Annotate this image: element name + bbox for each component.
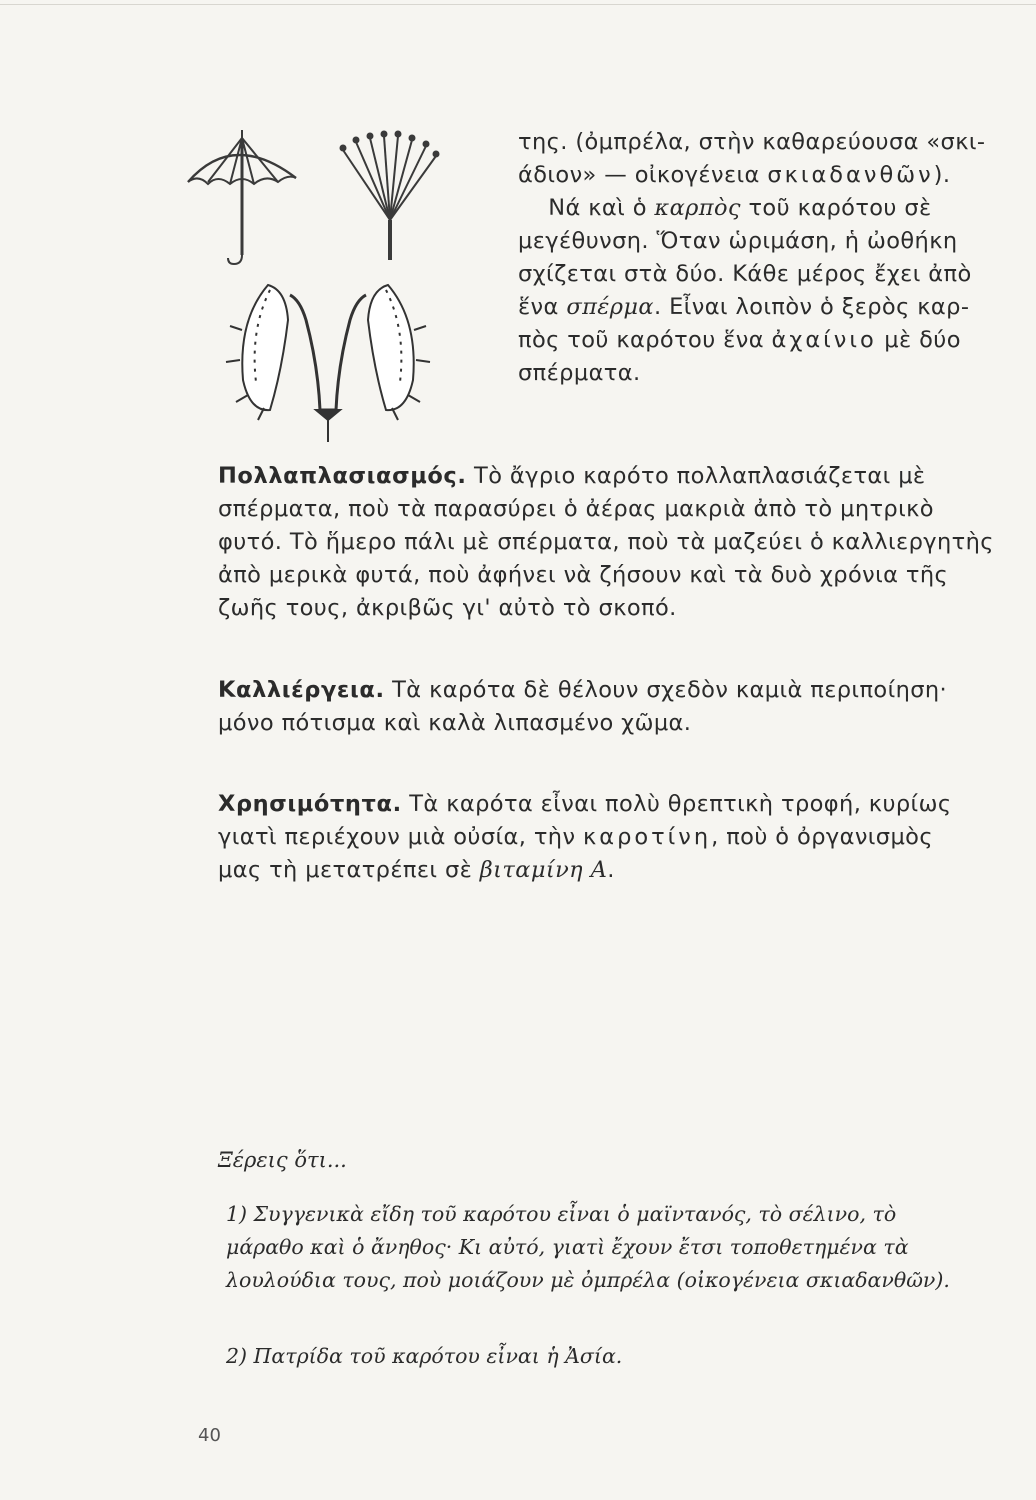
term-vitamin-a: βιταμίνη Α — [479, 857, 608, 883]
intro-paragraph: της. (ὀμπρέλα, στὴν καθαρεύουσα «σκι- άδιον» — οἰκογένεια σκιαδανθῶν). Νά καὶ ὁ καρπὸς τοῦ καρότου σὲ μεγέθυνση. Ὅταν ὡριμάση, ἡ ὠοθήκη σχίζεται στὰ δύο. Κάθε μέρος ἔχει ἀπὸ ἕνα σπέρμα. Εἶναι λοιπὸν ὁ ξερὸς καρ- πὸς τοῦ καρότου ἕνα ἀχαίνιο μὲ δύο σπέρματα. — [518, 129, 986, 386]
carrot-fruit-illustration — [178, 120, 448, 450]
did-you-know-title: Ξέρεις ὅτι... — [218, 1148, 347, 1172]
intro-line-1: της. (ὀμπρέλα, στὴν καθαρεύουσα «σκι- — [518, 129, 986, 155]
family-name-spaced: σκιαδανθῶν — [767, 162, 934, 188]
cultivation-section: Καλλιέργεια. Τὰ καρότα δὲ θέλουν σχεδὸν καμιὰ περιποίηση· μόνο πότισμα καὶ καλὰ λιπασμένο χῶμα. — [218, 677, 948, 736]
usefulness-section: Χρησιμότητα. Τὰ καρότα εἶναι πολὺ θρεπτικὴ τροφή, κυρίως γιατὶ περιέχουν μιὰ οὐσία, τὴν καροτίνη, ποὺ ὁ ὀργανισμὸς μας τὴ μετατρέπει σὲ βιταμίνη Α. — [218, 791, 952, 883]
term-achainio: ἀχαίνιο — [771, 327, 877, 353]
multiplication-section: Πολλαπλασιασμός. Τὸ ἄγριο καρότο πολλαπλασιάζεται μὲ σπέρματα, ποὺ τὰ παρασύρει ὁ ἀέρας μακριὰ ἀπὸ τὸ μητρικὸ φυτό. Τὸ ἥμερο πάλι μὲ σπέρματα, ποὺ τὰ μαζεύει ὁ καλλιεργητὴς ἀπὸ μερικὰ φυτά, ποὺ ἀφήνει νὰ ζήσουν καὶ τὰ δυὸ χρόνια τῆς ζωῆς τους, ἀκριβῶς γι' αὐτὸ τὸ σκοπό. — [218, 463, 994, 621]
split-fruit-icon — [226, 285, 430, 442]
umbel-flower-icon — [341, 132, 439, 261]
umbrella-icon — [188, 130, 296, 264]
term-karpos: καρπὸς — [654, 195, 741, 221]
fact-2: 2) Πατρίδα τοῦ καρότου εἶναι ἡ Ἀσία. — [226, 1344, 623, 1368]
page-number: 40 — [198, 1425, 221, 1446]
term-karotini: καροτίνη — [582, 824, 712, 850]
fact-1: 1) Συγγενικὰ εἴδη τοῦ καρότου εἶναι ὁ μαϊντανός, τὸ σέλινο, τὸ μάραθο καὶ ὁ ἄνηθος· Κι αὐτό, γιατὶ ἔχουν ἔτσι τοποθετημένα τὰ λουλούδια τους, ποὺ μοιάζουν μὲ ὀμπρέλα (οἰκογένεια σκιαδανθῶν). — [226, 1202, 950, 1292]
term-sperma: σπέρμα — [566, 294, 654, 320]
usefulness-heading: Χρησιμότητα. — [218, 791, 402, 817]
multiplication-heading: Πολλαπλασιασμός. — [218, 463, 467, 489]
cultivation-heading: Καλλιέργεια. — [218, 677, 385, 703]
page-edge-line — [0, 4, 1036, 5]
